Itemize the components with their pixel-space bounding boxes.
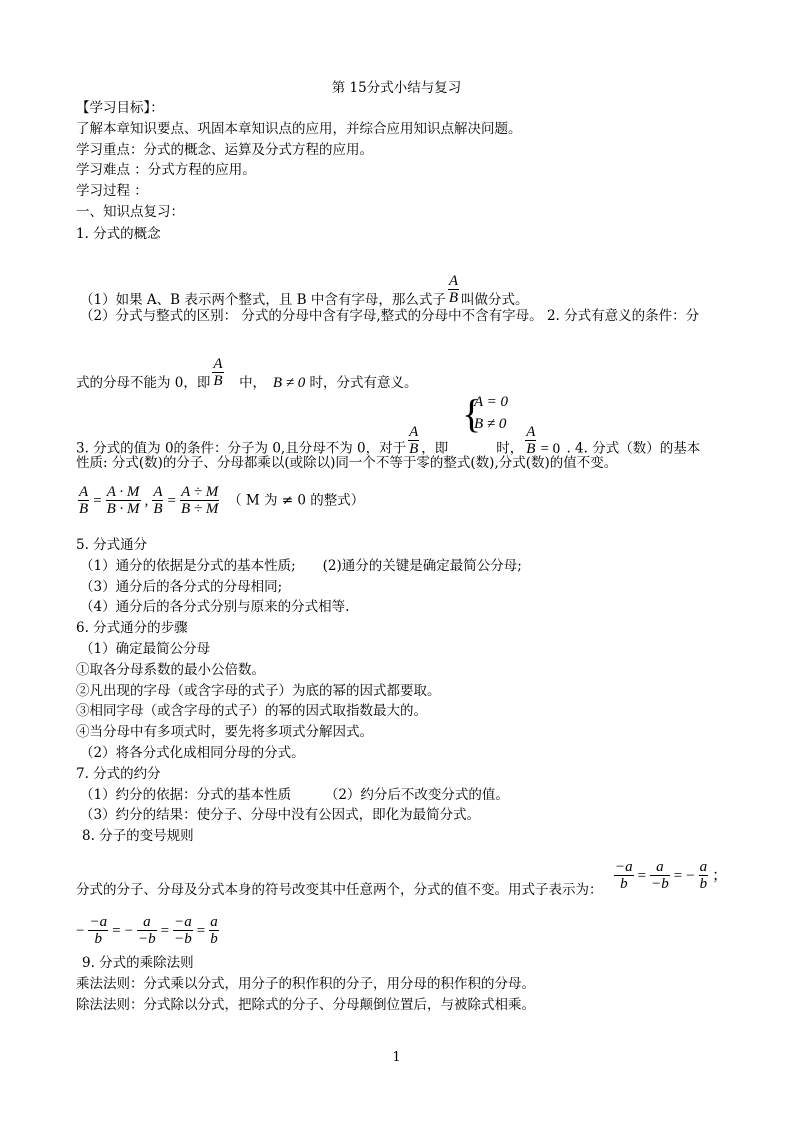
s6-heading: 6. 分式通分的步骤 [76,620,188,636]
sign-rule-formula-1: $\frac{-a}{b}$ = $\frac{a}{-b}$ = − $\frac{a}{b}$ ； [615,859,728,892]
s9-mul: 乘法法则：分式乘以分式，用分子的积作积的分子，用分母的积作积的分母。 [76,976,535,992]
process-label: 学习过程 ： [76,183,148,199]
objectives-label: 【学习目标】： [76,100,164,116]
fraction-a-over-b: $\frac{A}{B}$ [409,424,419,457]
s5-item3: （3）通分后的各分式的分母相同; [80,579,283,595]
s7-heading: 7. 分式的约分 [76,766,161,782]
s6-c1: ①取各分母系数的最小公倍数。 [76,662,265,678]
s6-item2: （2）将各分式化成相同分母的分式。 [80,745,305,761]
basic-property-formulas: $\frac{A}{B}$ = $\frac{A \cdot M}{B \cdot M}$ , $\frac{A}{B}$ = $\frac{A \div M}{B \div M}$ （ M 为 ≠ 0 的整式） [79,484,365,517]
s7-item3: （3）约分的结果：使分子、分母中没有公因式，即化为最简分式。 [80,807,481,823]
s1-heading: 1. 分式的概念 [76,226,161,242]
system-line-2: B ≠ 0 [474,416,507,432]
s6-c4: ④当分母中有多项式时，要先将多项式分解因式。 [76,724,373,740]
s1-item1: （1）如果 A、B 表示两个整式，且 B 中含有字母，那么式子 $\frac{A}{B}$ 叫做分式。 [80,273,529,308]
s9-heading: 9. 分式的乘除法则 [82,955,194,971]
s3-line2: 性质: 分式(数)的分子、分母都乘以(或除以)同一个不等于零的整式(数),分式(数)的值不变。 [76,455,618,471]
s5-item1: （1）通分的依据是分式的基本性质; (2)通分的关键是确定最简公分母; [80,558,522,574]
objectives-text: 了解本章知识要点、巩固本章知识点的应用，并综合应用知识点解决问题。 [76,121,522,137]
fraction-a-over-b: $\frac{A}{B}$ [448,273,459,306]
left-brace: { [462,391,482,436]
s8-text: 分式的分子、分母及分式本身的符号改变其中任意两个，分式的值不变。用式子表示为： [76,882,603,898]
s6-c3: ③相同字母（或含字母的式子）的幂的因式取指数最大的。 [76,703,427,719]
s3-line1: 3. 分式的值为 0的条件：分子为 0,且分母不为 0，对于 $\frac{A}{B}$ ，即 时， $\frac{A}{B}$ = 0 . 4. 分式（数）的基本 [76,424,701,457]
s1-item2: （2）分式与整式的区别： 分式的分母中含有字母,整式的分母中不含有字母。 2. 分式有意义的条件：分 [80,308,700,324]
section-review: 一、知识点复习： [76,204,184,220]
fraction-a-over-b: $\frac{A}{B}$ [526,424,536,457]
key-point: 学习重点：分式的概念、运算及分式方程的应用。 [76,142,373,158]
b-not-zero: B ≠ 0 [272,375,306,391]
s5-item4: （4）通分后的各分式分别与原来的分式相等. [80,599,350,615]
sign-rule-formula-2: − $\frac{-a}{b}$ = − $\frac{a}{-b}$ = $\frac{-a}{-b}$ = $\frac{a}{b}$ [76,914,218,947]
system-line-1: A = 0 [474,394,509,410]
s9-div: 除法法则：分式除以分式，把除式的分子、分母颠倒位置后，与被除式相乘。 [76,997,535,1013]
fraction-a-over-b: $\frac{A}{B}$ [213,356,223,389]
s8-heading: 8. 分子的变号规则 [82,828,194,844]
difficulty: 学习难点 ：分式方程的应用。 [76,162,256,178]
page-title: 第 15分式小结与复习 [331,80,462,96]
page-number: 1 [392,1050,401,1065]
s6-item1: （1）确定最简公分母 [80,641,211,657]
s6-c2: ②凡出现的字母（或含字母的式子）为底的幂的因式都要取。 [76,683,441,699]
s1-condition: 式的分母不能为 0，即 $\frac{A}{B}$ 中， B ≠ 0 时，分式有意义。 [76,356,418,391]
s5-heading: 5. 分式通分 [76,537,148,553]
s7-item1: （1）约分的依据：分式的基本性质 （2）约分后不改变分式的值。 [80,787,509,803]
